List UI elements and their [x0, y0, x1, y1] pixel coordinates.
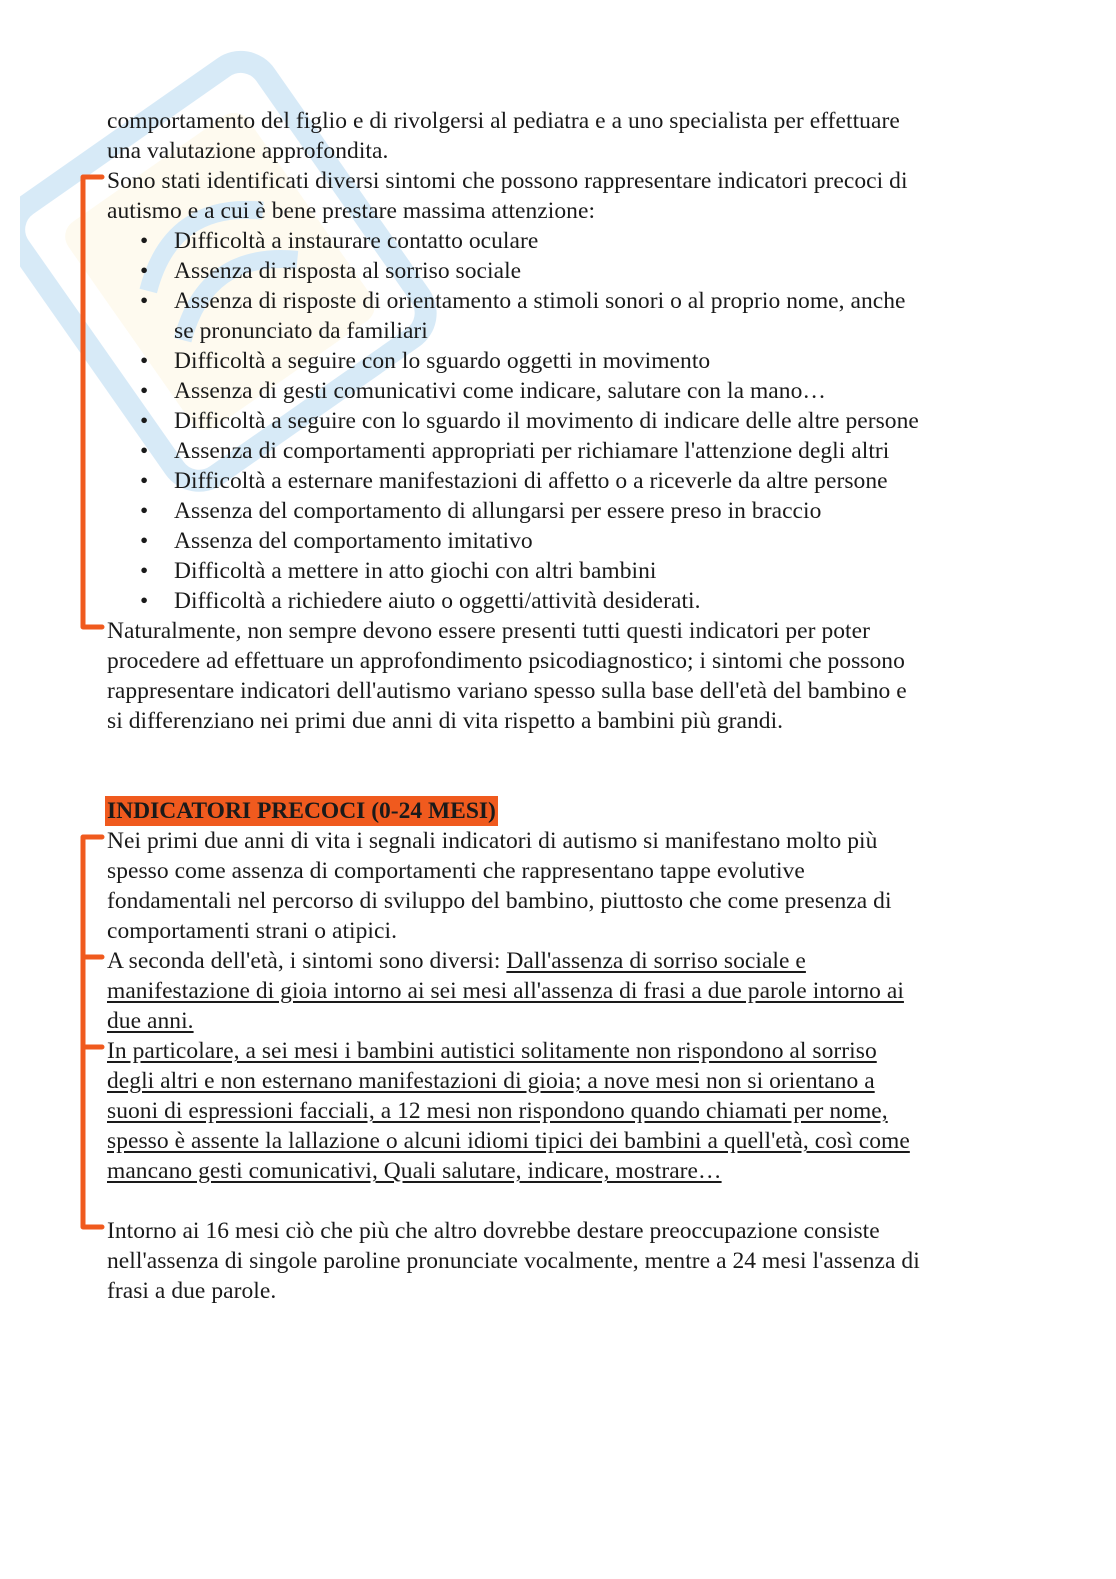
bullet-marker: •: [140, 378, 149, 404]
list-item: Difficoltà a esternare manifestazioni di affetto o a riceverle da altre persone: [174, 468, 888, 494]
bullet-marker: •: [140, 348, 149, 374]
list-item: Difficoltà a seguire con lo sguardo oggetti in movimento: [174, 348, 711, 374]
bullet-marker: •: [140, 528, 149, 554]
section-heading: INDICATORI PRECOCI (0-24 MESI): [107, 798, 496, 824]
underlined-line: due anni.: [107, 1008, 194, 1034]
list-item: Assenza di comportamenti appropriati per richiamare l'attenzione degli altri: [174, 438, 890, 464]
bullet-marker: •: [140, 438, 149, 464]
symptoms-intro-line: Sono stati identificati diversi sintomi che possono rappresentare indicatori precoci di: [107, 168, 908, 194]
paragraph-line: Intorno ai 16 mesi ciò che più che altro dovrebbe destare preoccupazione consiste: [107, 1218, 880, 1244]
underlined-line: suoni di espressioni facciali, a 12 mesi non rispondono quando chiamati per nome,: [107, 1098, 888, 1124]
bullet-marker: •: [140, 258, 149, 284]
paragraph-line: spesso come assenza di comportamenti che rappresentano tappe evolutive: [107, 858, 805, 884]
list-item: Difficoltà a mettere in atto giochi con altri bambini: [174, 558, 657, 584]
bullet-marker: •: [140, 498, 149, 524]
paragraph-line: si differenziano nei primi due anni di vita rispetto a bambini più grandi.: [107, 708, 784, 734]
underlined-line: mancano gesti comunicativi, Quali salutare, indicare, mostrare…: [107, 1158, 722, 1184]
bullet-marker: •: [140, 588, 149, 614]
bullet-marker: •: [140, 558, 149, 584]
paragraph-line: fondamentali nel percorso di sviluppo del bambino, piuttosto che come presenza di: [107, 888, 892, 914]
paragraph-line: rappresentare indicatori dell'autismo variano spesso sulla base dell'età del bambino e: [107, 678, 907, 704]
list-item: Assenza di risposta al sorriso sociale: [174, 258, 522, 284]
margin-bracket: [75, 170, 109, 634]
list-item: Assenza del comportamento di allungarsi per essere preso in braccio: [174, 498, 822, 524]
paragraph-line: nell'assenza di singole paroline pronunciate vocalmente, mentre a 24 mesi l'assenza di: [107, 1248, 920, 1274]
list-item: Assenza di risposte di orientamento a stimoli sonori o al proprio nome, anche: [174, 288, 906, 314]
list-item: Difficoltà a seguire con lo sguardo il movimento di indicare delle altre persone: [174, 408, 919, 434]
paragraph-line: Nei primi due anni di vita i segnali indicatori di autismo si manifestano molto più: [107, 828, 878, 854]
margin-bracket: [75, 830, 109, 1234]
underlined-line: In particolare, a sei mesi i bambini autistici solitamente non rispondono al sorriso: [107, 1038, 877, 1064]
list-item: Difficoltà a instaurare contatto oculare: [174, 228, 539, 254]
bullet-marker: •: [140, 228, 149, 254]
paragraph-prefix: A seconda dell'età, i sintomi sono diversi:: [107, 948, 507, 974]
intro-line: una valutazione approfondita.: [107, 138, 389, 164]
bullet-marker: •: [140, 408, 149, 434]
paragraph-line: Naturalmente, non sempre devono essere presenti tutti questi indicatori per poter: [107, 618, 870, 644]
paragraph-line: [107, 946, 806, 976]
underlined-line: spesso è assente la lallazione o alcuni idiomi tipici dei bambini a quell'età, così come: [107, 1128, 910, 1154]
underlined-line: degli altri e non esternano manifestazioni di gioia; a nove mesi non si orientano a: [107, 1068, 875, 1094]
bullet-marker: •: [140, 288, 149, 314]
underlined-line: manifestazione di gioia intorno ai sei mesi all'assenza di frasi a due parole intorno ai: [107, 978, 904, 1004]
list-item: Difficoltà a richiedere aiuto o oggetti/attività desiderati.: [174, 588, 701, 614]
paragraph-line: comportamenti strani o atipici.: [107, 918, 397, 944]
intro-line: comportamento del figlio e di rivolgersi al pediatra e a uno specialista per effettuare: [107, 108, 900, 134]
list-item: Assenza del comportamento imitativo: [174, 528, 533, 554]
list-item: Assenza di gesti comunicativi come indicare, salutare con la mano…: [174, 378, 826, 404]
underlined-text: Dall'assenza di sorriso sociale e: [506, 948, 806, 974]
bullet-marker: •: [140, 468, 149, 494]
symptoms-intro-line: autismo e a cui è bene prestare massima attenzione:: [107, 198, 596, 224]
paragraph-line: procedere ad effettuare un approfondimento psicodiagnostico; i sintomi che possono: [107, 648, 905, 674]
list-item-continuation: se pronunciato da familiari: [174, 318, 428, 344]
paragraph-line: frasi a due parole.: [107, 1278, 277, 1304]
